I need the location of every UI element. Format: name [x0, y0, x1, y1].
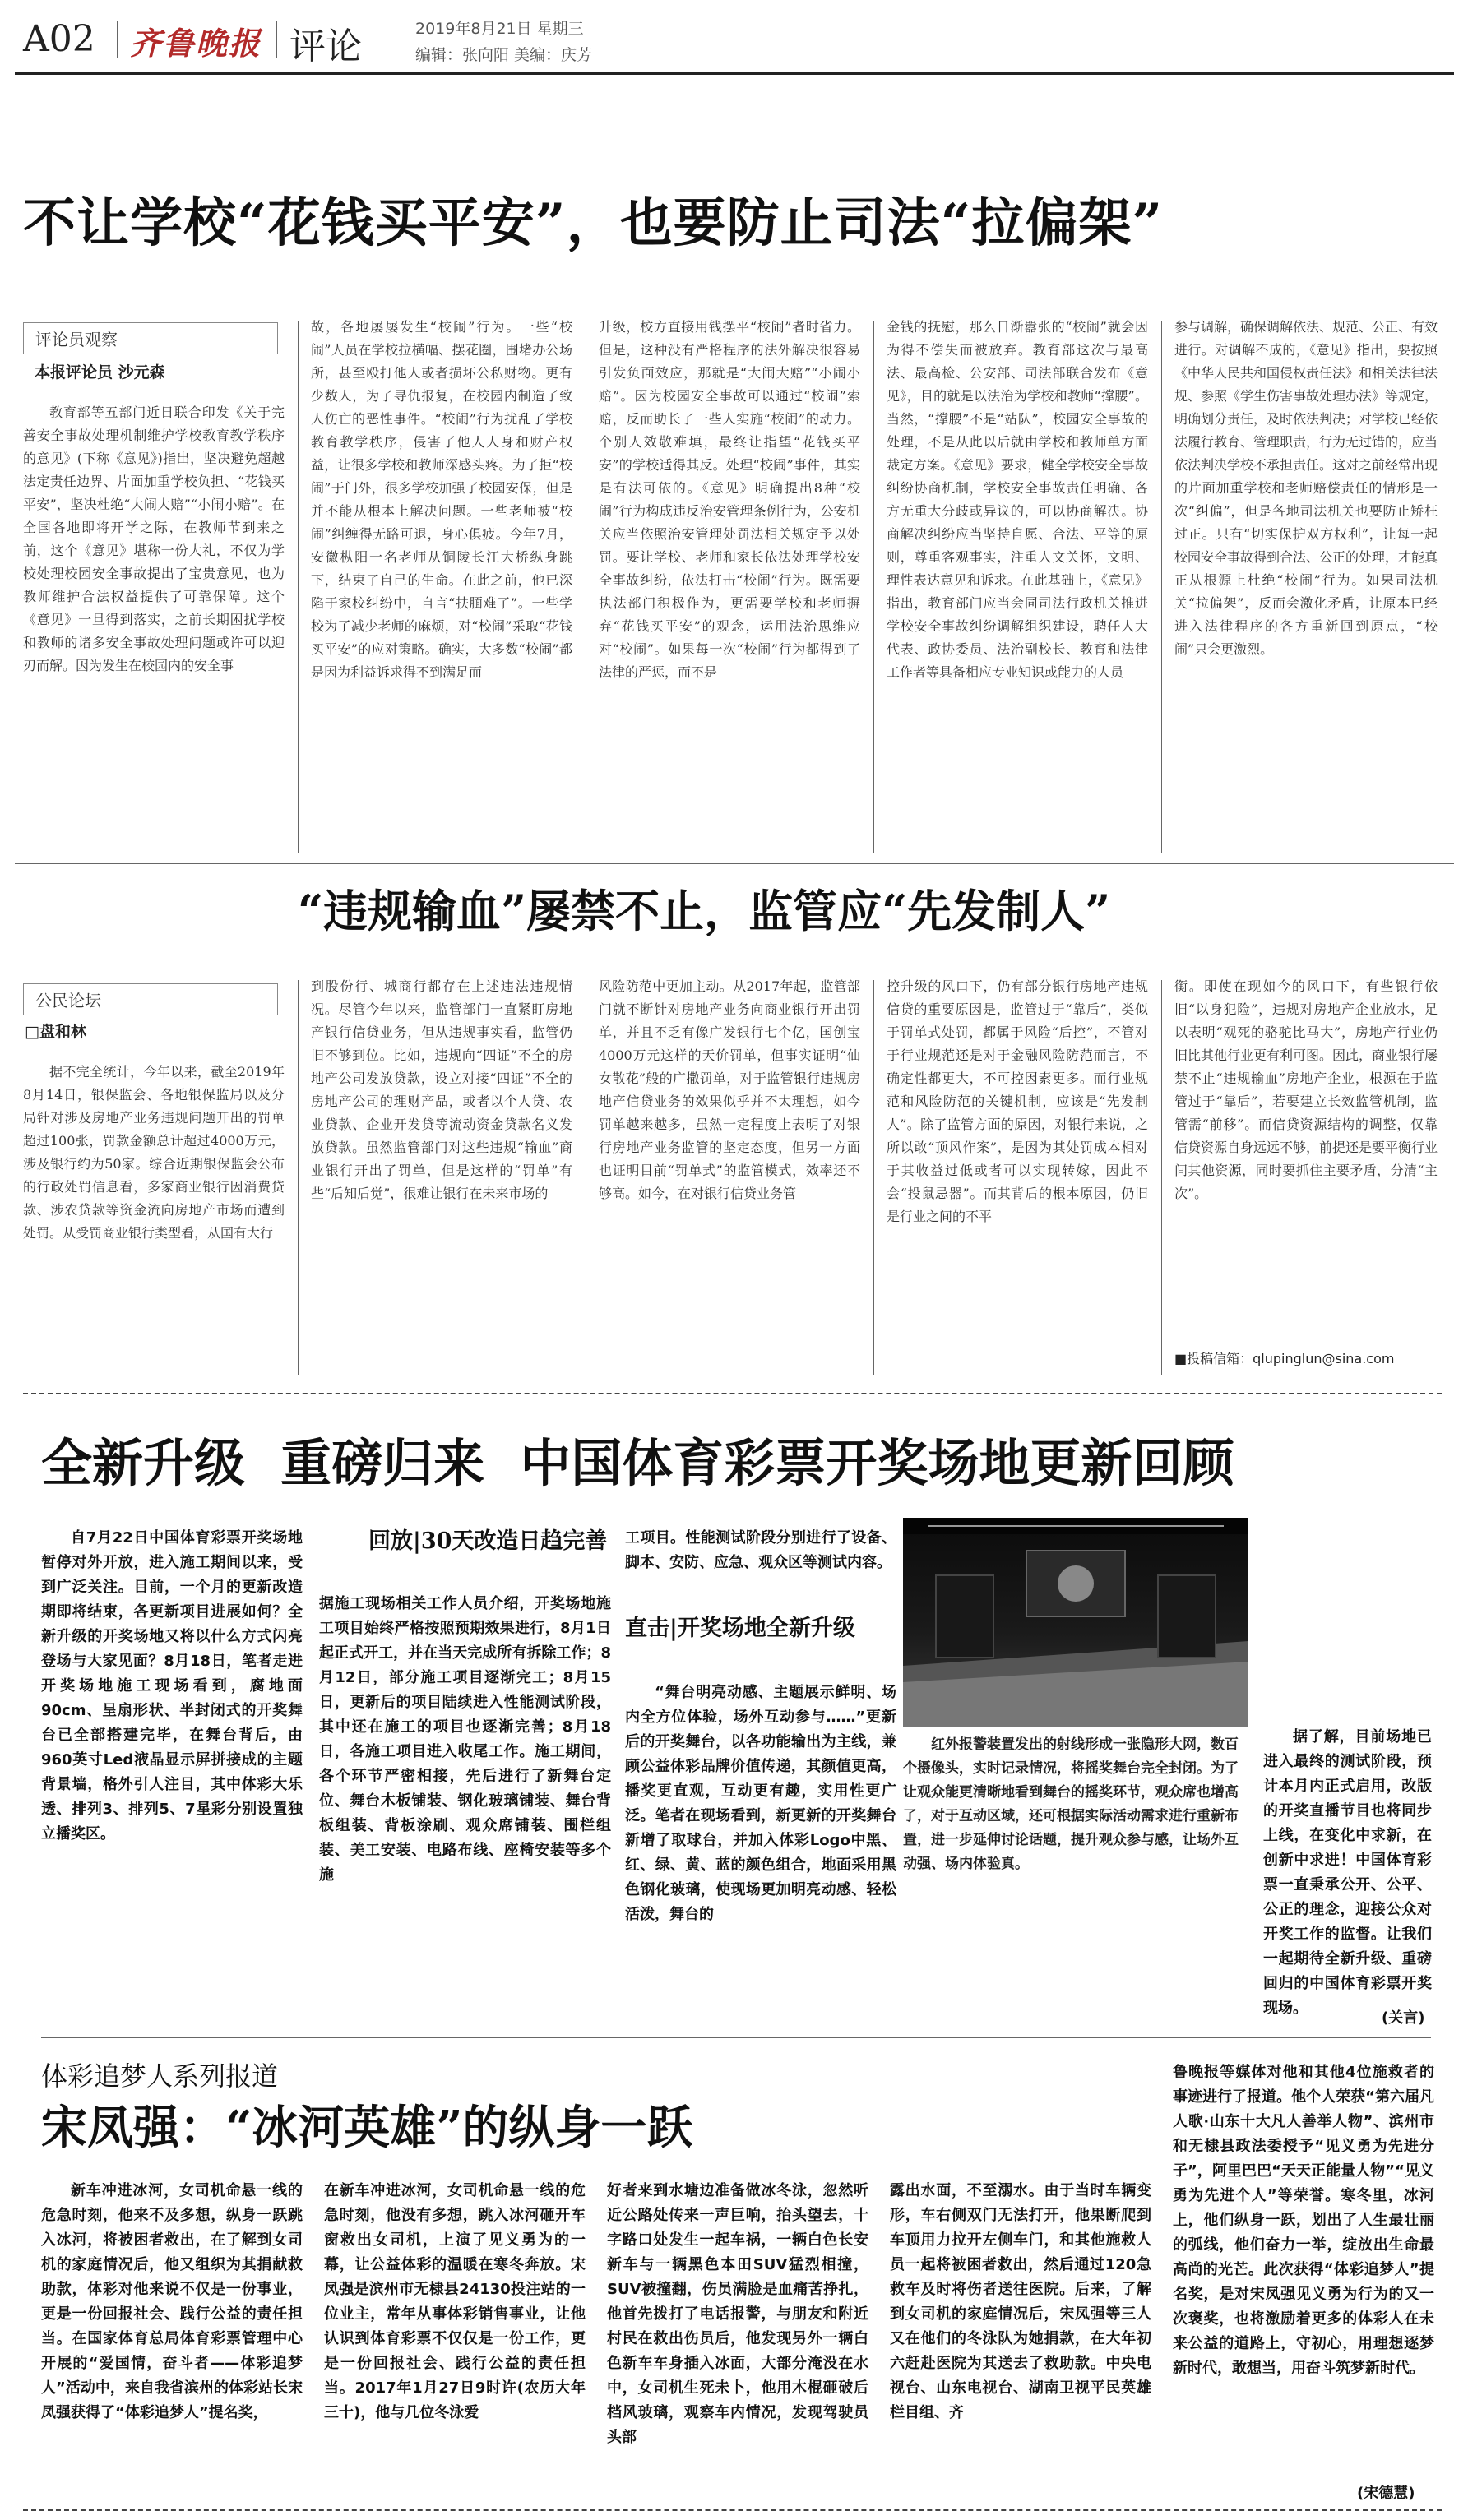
ad-divider [41, 2037, 1431, 2038]
lottery1-col3b: “舞台明亮动感、主题展示鲜明、场内全方位体验，场外互动参与……”更新后的开奖舞台，以各功能输出为主线，兼顾公益体彩品牌价值传递，其颜值更高，播奖更直观，互动更有趣，实用性更广泛。笔者在现场看到，新更新的开奖舞台新增了取球台，并加入体彩Logo中黑、红、绿、黄、蓝的颜色组合，地面采用黑色钢化玻璃，使现场更加明亮动感、轻松活泼，舞台的 [625, 1684, 896, 1923]
article1-col1: 教育部等五部门近日联合印发《关于完善安全事故处理机制维护学校教育教学秩序的意见》(下称《意见》)指出，坚决避免超越法定责任边界、片面加重学校负担、“花钱买平安”，坚决杜绝“大闹大赔”“小闹小赔”。在全国各地即将开学之际，在教师节到来之前，这个《意见》堪称一份大礼，不仅为学校处理校园安全事故提出了宝贵意见，也为教师维护合法权益提供了可靠保障。这个《意见》一旦得到落实，之前长期困扰学校和教师的诸多安全事故处理问题或许可以迎刃而解。因为发生在校园内的安全事 [23, 405, 285, 673]
lottery1-col5: 据了解，目前场地已进入最终的测试阶段，预计本月内正式启用，改版的开奖直播节目也将同步上线，在变化中求新，在创新中求进！中国体育彩票一直秉承公开、公平、公正的理念，迎接公众对开奖工作的监督。让我们一起期待全新升级、重磅回归的中国体育彩票开奖现场。 [1263, 1728, 1432, 2017]
article2-col5: 衡。即使在现如今的风口下，有些银行依旧“以身犯险”，违规对房地产企业放水，足以表明“观死的骆驼比马大”，房地产行业仍旧比其他行业更有利可图。因此，商业银行屡禁不止“违规输血”房地产企业，根源在于监管过于“靠后”，若要建立长效监管机制，监管需“前移”。而信贷资源结构的调整，仅靠信贷资源自身远远不够，前提还是要平衡行业间其他资源，同时要抓住主要矛盾，分清“主次”。 [1174, 978, 1438, 1201]
section-rule [15, 863, 1454, 864]
masthead-rule [15, 72, 1454, 75]
masthead-divider [117, 21, 118, 58]
column-label: 评论员观察 [23, 322, 278, 354]
editor-credit: 编辑：张向阳 美编：庆芳 [415, 46, 593, 64]
paper-logo: 齐鲁晚报 [130, 25, 262, 62]
signature: (关言) [1382, 2009, 1425, 2027]
series-label: 体彩追梦人系列报道 [41, 2060, 279, 2092]
col-divider [298, 321, 299, 853]
subhead: 直击|开奖场地全新升级 [625, 1616, 855, 1641]
lottery2-col2: 在新车冲进冰河，女司机命悬一线的危急时刻，他没有多想，跳入冰河砸开车窗救出女司机，上演了见义勇为的一幕，让公益体彩的温暖在寒冬奔放。宋凤强是滨州市无棣县24130投注站的一位业主，常年从事体彩销售事业，让他认识到体育彩票不仅仅是一份工作，更是一份回报社会、践行公益的责任担当。2017年1月27日9时许(农历大年三十)，他与几位冬泳爱 [324, 2182, 586, 2421]
col-divider [1161, 980, 1162, 1375]
article2-col1: 据不完全统计，今年以来，截至2019年8月14日，银保监会、各地银保监局以及分局针对涉及房地产业务违规问题开出的罚单超过100张，罚款金额总计超过4000万元，涉及银行约为50家。综合近期银保监会公布的行政处罚信息看，多家商业银行因消费贷款、涉农贷款等资金流向房地产市场而遭到处罚。从受罚商业银行类型看，从国有大行 [23, 1064, 285, 1241]
lottery1-col1: 自7月22日中国体育彩票开奖场地暂停对外开放，进入施工期间以来，受到广泛关注。目前，一个月的更新改造期即将结束，各更新项目进展如何？全新升级的开奖场地又将以什么方式闪亮登场与大家见面？8月18日，笔者走进开奖场地施工现场看到，腐地面90cm、呈扇形状、半封闭式的开奖舞台已全部搭建完毕，在舞台背后，由960英寸Led液晶显示屏拼接成的主题背景墙，格外引人注目，其中体彩大乐透、排列3、排列5、7星彩分别设置独立播奖区。 [41, 1529, 303, 1843]
section-name: 评论 [289, 25, 362, 67]
lottery1-col4: 红外报警装置发出的射线形成一张隐形大网，数百个摄像头，实时记录情况，将摇奖舞台完全封闭。为了让观众能更清晰地看到舞台的摇奖环节，观众席也增高了，对于互动区域，还可根据实际活动需求进行重新布置，进一步延伸讨论话题，提升观众参与感，让场外互动强、场内体验真。 [903, 1736, 1239, 1872]
col-divider [873, 980, 874, 1375]
headline-lottery2: 宋凤强：“冰河英雄”的纵身一跃 [41, 2101, 693, 2155]
col-divider [1161, 321, 1162, 853]
article1-col4: 金钱的抚慰，那么日渐嚣张的“校闹”就会因为得不偿失而被放弃。教育部这次与最高法、最高检、公安部、司法部联合发布《意见》，目的就是以法治为学校和教师“撑腰”。当然，“撑腰”不是“站队”，校园安全事故的处理，不是从此以后就由学校和教师单方面裁定方案。《意见》要求，健全学校安全事故纠纷协商机制，学校安全事故责任明确、各方无重大分歧或异议的，可以协商解决。协商解决纠纷应当坚持自愿、合法、平等的原则，尊重客观事实，注重人文关怀，文明、理性表达意见和诉求。在此基础上，《意见》指出，教育部门应当会同司法行政机关推进学校安全事故纠纷调解组织建设，聘任人大代表、政协委员、法治副校长、教育和法律工作者等具备相应专业知识或能力的人员 [887, 319, 1148, 680]
subhead: 回放|30天改造日趋完善 [368, 1528, 608, 1554]
column-label: 公民论坛 [23, 983, 278, 1015]
article2-col4: 控升级的风口下，仍有部分银行房地产违规信贷的重要原因是，监管过于“靠后”，类似于罚单式处罚，都属于风险“后控”，不管对于行业规范还是对于金融风险防范而言，不确定性都更大，不可控因素更多。而行业规范和风险防范的关键机制，应该是“先发制人”。除了监管方面的原因，对银行来说，之所以敢“顶风作案”，是因为其处罚成本相对于其收益过低或者可以实现转嫁，因此不会“投鼠忌器”。而其背后的根本原因，仍旧是行业之间的不平 [887, 978, 1148, 1224]
article1-col2: 故，各地屡屡发生“校闹”行为。一些“校闹”人员在学校拉横幅、摆花圈，围堵办公场所，甚至殴打他人或者损坏公私财物。更有少数人，为了寻仇报复，在校园内制造了致人伤亡的恶性事件。“校闹”行为扰乱了学校教育教学秩序，侵害了他人人身和财产权益，让很多学校和教师深感头疼。为了拒“校闹”于门外，很多学校加强了校园安保，但是并不能从根本上解决问题。一些老师被“校闹”纠缠得无路可退，身心俱疲。今年7月，安徽枞阳一名老师从铜陵长江大桥纵身跳下，结束了自己的生命。在此之前，他已深陷于家校纠纷中，自言“扶腼难了”。一些学校为了减少老师的麻烦，对“校闹”采取“花钱买平安”的应对策略。确实，大多数“校闹”都是因为利益诉求得不到满足而 [311, 319, 572, 680]
contact-email: ■投稿信箱：qlupinglun@sina.com [1174, 1351, 1395, 1366]
headline-lottery1: 全新升级 重磅归来 中国体育彩票开奖场地更新回顾 [41, 1433, 1234, 1493]
stage-photo [903, 1518, 1248, 1727]
ad-dashed-border-bottom [23, 2509, 1442, 2511]
masthead-divider [276, 21, 277, 58]
lottery2-col5: 鲁晚报等媒体对他和其他4位施救者的事迹进行了报道。他个人荣获“第六届凡人歌·山东十大凡人善举人物”、滨州市和无棣县政法委授予“见义勇为先进分子”，阿里巴巴“天天正能量人物”“见义勇为先进个人”等荣誉。寒冬里，冰河上，他们纵身一跃，划出了人生最壮丽的弧线，他们奋力一举，绽放出生命最高尚的光芒。此次获得“体彩追梦人”提名奖，是对宋凤强见义勇为行为的又一次褒奖，也将激励着更多的体彩人在未来公益的道路上，守初心，用理想逐梦新时代，敢想当，用奋斗筑梦新时代。 [1173, 2064, 1434, 2377]
byline: 本报评论员 沙元森 [35, 363, 165, 381]
ad-dashed-border-top [23, 1393, 1442, 1394]
masthead [0, 0, 1468, 74]
article2-col2: 到股份行、城商行都存在上述违法违规情况。尽管今年以来，监管部门一直紧盯房地产银行信贷业务，但从违规事实看，监管仍旧不够到位。比如，违规向“四证”不全的房地产公司发放贷款，设立对接“四证”不全的房地产公司的理财产品，或者以个人贷、农业贷款、企业开发贷等流动资金贷款名义发放贷款。虽然监管部门对这些违规“输血”商业银行开出了罚单，但是这样的“罚单”有些“后知后觉”，很难让银行在未来市场的 [311, 978, 572, 1201]
issue-date: 2019年8月21日 星期三 [415, 20, 584, 38]
article1-col3: 升级，校方直接用钱摆平“校闹”者时省力。但是，这种没有严格程序的法外解决很容易引发负面效应，那就是“大闹大赔”“小闹小赔”。因为校园安全事故可以通过“校闹”索赔，反而助长了一些人实施“校闹”的动力。个别人效敬难填，最终让指望“花钱买平安”的学校适得其反。处理“校闹”事件，其实是有法可依的。《意见》明确提出8种“校闹”行为构成违反治安管理条例行为，公安机关应当依照治安管理处罚法相关规定予以处罚。要让学校、老师和家长依法处理学校安全事故纠纷，依法打击“校闹”行为。既需要执法部门积极作为，更需要学校和老师摒弃“花钱买平安”的观念，运用法治思维应对“校闹”。如果每一次“校闹”行为都得到了法律的严惩，而不是 [599, 319, 860, 680]
article2-col3: 风险防范中更加主动。从2017年起，监管部门就不断针对房地产业务向商业银行开出罚单，并且不乏有像广发银行七个亿，国创宝4000万元这样的天价罚单，但事实证明“仙女散花”般的广撒罚单，对于监管银行违规房地产信贷业务的效果似乎并不太理想，如今罚单越来越多，虽然一定程度上表明了对银行房地产业务监管的坚定态度，但另一方面也证明目前“罚单式”的监管模式，效率还不够高。如今，在对银行信贷业务管 [599, 978, 860, 1201]
signature: (宋德慧) [1357, 2485, 1415, 2502]
headline-article1: 不让学校“花钱买平安”，也要防止司法“拉偏架” [23, 192, 1164, 254]
col-divider [298, 980, 299, 1375]
headline-article2: “违规输血”屡禁不止，监管应“先发制人” [298, 885, 1111, 937]
col-divider [873, 321, 874, 853]
lottery2-col4: 露出水面，不至溺水。由于当时车辆变形，车右侧双门无法打开，他果断爬到车顶用力拉开左侧车门，和其他施救人员一起将被困者救出，然后通过120急救车及时将伤者送往医院。后来，了解到女司机的家庭情况后，宋凤强等三人又在他们的冬泳队为她捐款，在大年初六赶赴医院为其送去了救助款。中央电视台、山东电视台、湖南卫视平民英雄栏目组、齐 [890, 2182, 1151, 2421]
lottery1-col3a: 工项目。性能测试阶段分别进行了设备、脚本、安防、应急、观众区等测试内容。 [625, 1529, 896, 1571]
lottery2-col1: 新车冲进冰河，女司机命悬一线的危急时刻，他来不及多想，纵身一跃跳入冰河，将被困者救出，在了解到女司机的家庭情况后，他又组织为其捐献救助款，体彩对他来说不仅是一份事业，更是一份回报社会、践行公益的责任担当。在国家体育总局体育彩票管理中心开展的“爱国情，奋斗者——体彩追梦人”活动中，来自我省滨州的体彩站长宋凤强获得了“体彩追梦人”提名奖， [41, 2182, 303, 2421]
article1-col5: 参与调解，确保调解依法、规范、公正、有效进行。对调解不成的，《意见》指出，要按照《中华人民共和国侵权责任法》和相关法律法规、参照《学生伤害事故处理办法》等规定，明确划分责任，及时依法判决；对学校已经依法履行教育、管理职责，行为无过错的，应当依法判决学校不承担责任。这对之前经常出现的片面加重学校和老师赔偿责任的情形是一次“纠偏”，但是各地司法机关也要防止矫枉过正。只有“切实保护双方权利”，让每一起校园安全事故得到合法、公正的处理，才能真正从根源上杜绝“校闹”行为。如果司法机关“拉偏架”，反而会激化矛盾，让原本已经进入法律程序的各方重新回到原点，“校闹”只会更激烈。 [1174, 319, 1438, 657]
page-number: A02 [23, 18, 95, 60]
lottery1-col2: 据施工现场相关工作人员介绍，开奖场地施工项目始终严格按照预期效果进行，8月1日起正式开工，并在当天完成所有拆除工作；8月12日，部分施工项目逐渐完工；8月15日，更新后的项目陆续进入性能测试阶段，其中还在施工的项目也逐渐完善；8月18日，各施工项目进入收尾工作。施工期间，各个环节严密相接，先后进行了新舞台定位、舞台木板铺装、钢化玻璃铺装、舞台背板组装、背板涂刷、观众席铺装、围栏组装、美工安装、电路布线、座椅安装等多个施 [319, 1595, 612, 1884]
lottery2-col3: 好者来到水塘边准备做冰冬泳，忽然听近公路处传来一声巨响，抬头望去，十字路口处发生一起车祸，一辆白色长安新车与一辆黑色本田SUV猛烈相撞，SUV被撞翻，伤员满脸是血痛苦挣扎，他首先拨打了电话报警，与朋友和附近村民在救出伤员后，他发现另外一辆白色新车车身插入冰面，大部分淹没在水中，女司机生死未卜，他用木棍砸破后档风玻璃，观察车内情况，发现驾驶员头部 [607, 2182, 868, 2446]
byline: □盘和林 [25, 1023, 86, 1041]
